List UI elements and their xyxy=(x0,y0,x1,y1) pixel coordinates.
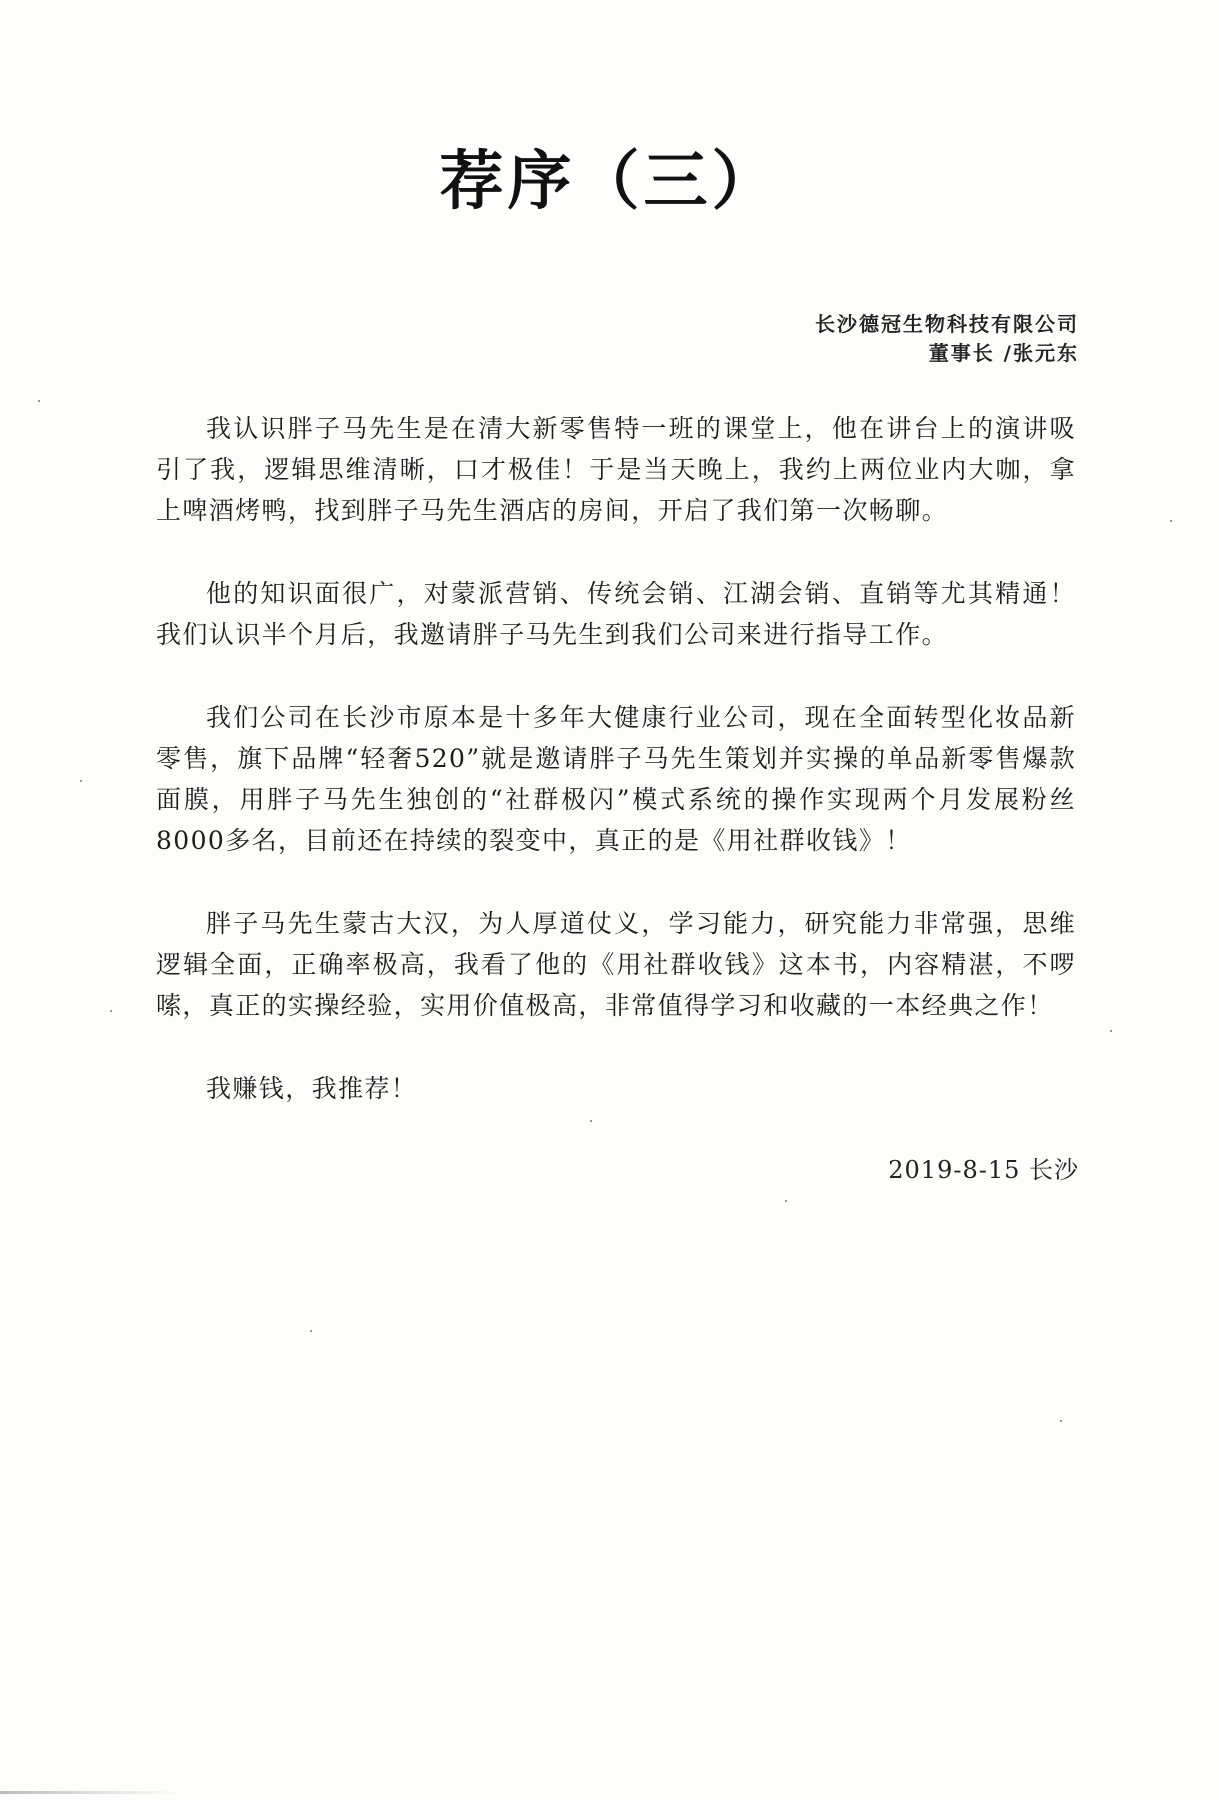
scan-speck xyxy=(110,1010,112,1012)
scan-speck xyxy=(1110,1030,1112,1032)
paragraph: 我认识胖子马先生是在清大新零售特一班的课堂上，他在讲台上的演讲吸引了我，逻辑思维清晰，口才极佳！于是当天晚上，我约上两位业内大咖，拿上啤酒烤鸭，找到胖子马先生酒店的房间，开启了我们第一次畅聊。 xyxy=(156,414,1076,525)
scan-speck xyxy=(1170,520,1172,522)
paragraph: 他的知识面很广，对蒙派营销、传统会销、江湖会销、直销等尤其精通！我们认识半个月后，我邀请胖子马先生到我们公司来进行指导工作。 xyxy=(156,579,1076,649)
scan-speck xyxy=(590,1120,592,1122)
author-organization: 长沙德冠生物科技有限公司 xyxy=(815,312,1079,336)
scan-edge xyxy=(0,1791,180,1794)
scan-speck xyxy=(80,780,82,782)
paragraph: 胖子马先生蒙古大汉，为人厚道仗义，学习能力，研究能力非常强，思维逻辑全面，正确率极高，我看了他的《用社群收钱》这本书，内容精湛，不啰嗦，真正的实操经验，实用价值极高，非常值得学习和收藏的一本经典之作！ xyxy=(156,909,1076,1020)
scan-speck xyxy=(310,1330,312,1332)
page-title: 荐序（三） xyxy=(439,145,780,219)
date-place: 2019-8-15 长沙 xyxy=(888,1156,1079,1184)
paragraph: 我赚钱，我推荐！ xyxy=(206,1074,418,1103)
author-block xyxy=(815,310,1079,368)
scan-speck xyxy=(785,1200,787,1202)
body-text xyxy=(156,408,1076,1109)
author-role: 董事长 /张元东 xyxy=(928,341,1079,365)
paragraph: 我们公司在长沙市原本是十多年大健康行业公司，现在全面转型化妆品新零售，旗下品牌“轻奢520”就是邀请胖子马先生策划并实操的单品新零售爆款面膜，用胖子马先生独创的“社群极闪”模式系统的操作实现两个月发展粉丝8000多名，目前还在持续的裂变中，真正的是《用社群收钱》！ xyxy=(156,703,1076,855)
scan-speck xyxy=(1060,1420,1062,1422)
scan-speck xyxy=(38,400,40,402)
